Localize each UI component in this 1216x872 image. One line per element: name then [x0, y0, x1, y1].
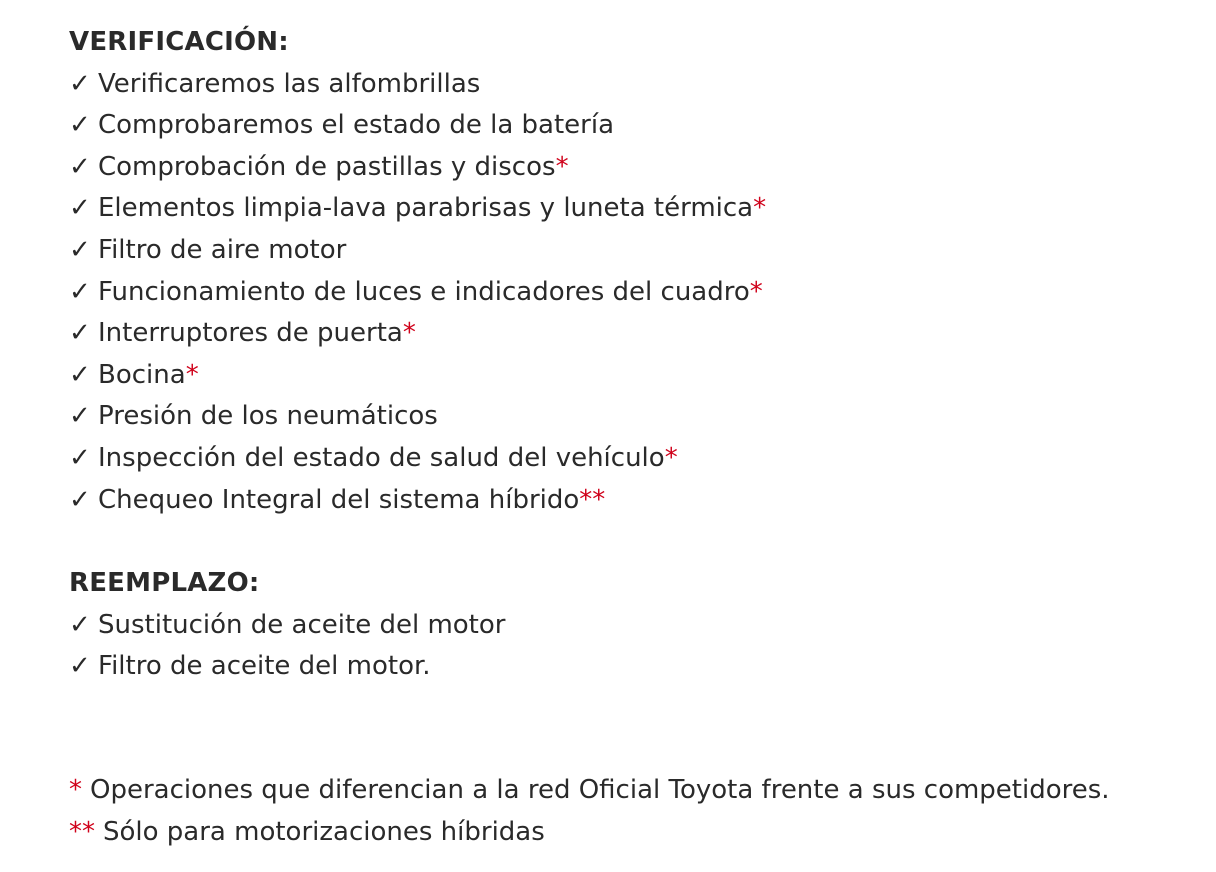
checkmark-icon: ✓: [69, 110, 91, 141]
footnote-marker: *: [664, 442, 678, 473]
checklist-item: [69, 646, 505, 688]
checklist-item-text: Funcionamiento de luces e indicadores del cuadro: [98, 276, 750, 307]
footnote-mark: *: [69, 775, 82, 805]
checklist-item: [69, 438, 766, 480]
checklist-item: [69, 272, 766, 314]
footnote-mark: **: [69, 816, 95, 847]
checkmark-icon: ✓: [69, 609, 91, 640]
verification-heading: VERIFICACIÓN:: [69, 27, 289, 57]
checkmark-icon: ✓: [69, 401, 91, 432]
checklist-item-text: Comprobaremos el estado de la batería: [98, 110, 615, 141]
checklist-item-text: Inspección del estado de salud del vehículo: [98, 442, 665, 473]
checklist-item: [69, 147, 766, 189]
checklist-item-text: Filtro de aire motor: [98, 234, 347, 265]
checkmark-icon: ✓: [69, 484, 91, 515]
checklist-item-text: Sustitución de aceite del motor: [98, 609, 506, 640]
checkmark-icon: ✓: [69, 193, 91, 224]
checklist-item-text: Comprobación de pastillas y discos: [98, 151, 556, 182]
footnote-marker: **: [579, 484, 606, 515]
footnote-marker: *: [185, 359, 199, 390]
checklist-item: [69, 355, 766, 397]
checkmark-icon: ✓: [69, 151, 91, 182]
footnote-marker: *: [555, 151, 569, 182]
footnote-marker: *: [749, 276, 763, 307]
checklist-item-text: Interruptores de puerta: [98, 318, 403, 349]
checkmark-icon: ✓: [69, 359, 91, 390]
checklist-item-text: Bocina: [98, 359, 186, 390]
checkmark-icon: ✓: [69, 276, 91, 307]
footnote-marker: *: [402, 318, 416, 349]
footnote-double-asterisk: [69, 812, 1110, 854]
checklist-item: [69, 188, 766, 230]
replacement-section: [69, 563, 505, 688]
checklist-item: [69, 313, 766, 355]
checklist-item-text: Filtro de aceite del motor.: [98, 651, 431, 682]
checklist-item: [69, 480, 766, 522]
checklist-item: [69, 64, 766, 106]
footnote-marker: *: [753, 193, 767, 224]
checkmark-icon: ✓: [69, 318, 91, 349]
replacement-list: [69, 605, 505, 688]
checklist-item: [69, 396, 766, 438]
checkmark-icon: ✓: [69, 442, 91, 473]
checkmark-icon: ✓: [69, 68, 91, 99]
checklist-item: [69, 105, 766, 147]
checklist-item: [69, 230, 766, 272]
checklist-item-text: Chequeo Integral del sistema híbrido: [98, 484, 580, 515]
checklist-item-text: Presión de los neumáticos: [98, 401, 438, 432]
checklist-item: [69, 605, 505, 647]
replacement-heading: REEMPLAZO:: [69, 568, 260, 598]
checklist-item-text: Elementos limpia-lava parabrisas y luneta térmica: [98, 193, 754, 224]
footnote-text: Sólo para motorizaciones híbridas: [103, 816, 545, 847]
checkmark-icon: ✓: [69, 651, 91, 682]
checklist-item-text: Verificaremos las alfombrillas: [98, 68, 481, 99]
footnote-single-asterisk: [69, 770, 1110, 812]
footnote-text: Operaciones que diferencian a la red Oficial Toyota frente a sus competidores.: [90, 775, 1110, 805]
verification-list: [69, 64, 766, 522]
footnotes: [69, 770, 1110, 853]
checkmark-icon: ✓: [69, 234, 91, 265]
verification-section: [69, 22, 766, 521]
